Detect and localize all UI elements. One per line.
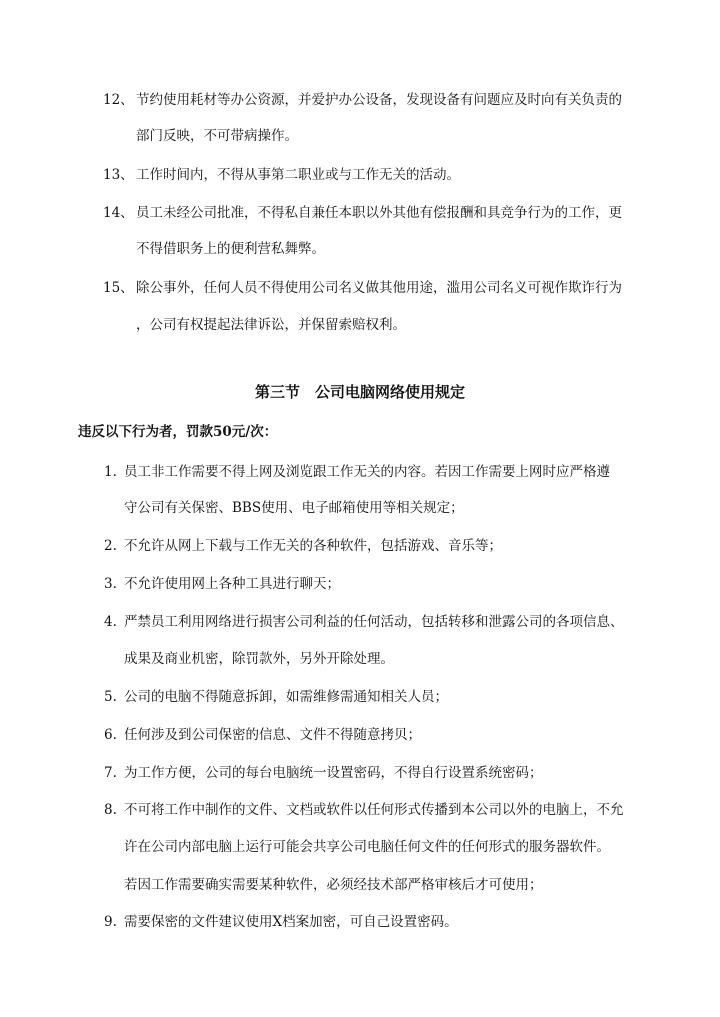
rule-item-1-cont — [0, 496, 720, 520]
rule-number: 12、 — [103, 92, 134, 108]
rule-item-8-cont — [0, 835, 720, 859]
rule-item-8-cont — [0, 873, 720, 897]
rule-item-3 — [0, 572, 720, 596]
rule-item-8 — [0, 798, 720, 822]
rule-text: 任何涉及到公司保密的信息、文件不得随意拷贝； — [124, 727, 421, 743]
rule-text: 部门反映，不可带病操作。 — [136, 128, 298, 144]
rule-item-4-cont — [0, 647, 720, 671]
rule-item-15 — [0, 276, 720, 300]
rule-number: 3. — [104, 576, 117, 592]
rule-item-13 — [0, 163, 720, 187]
rule-item-14 — [0, 201, 720, 225]
rule-text: 除公事外，任何人员不得使用公司名义做其他用途，滥用公司名义可视作欺诈行为 — [136, 280, 622, 296]
rule-number: 6. — [104, 727, 117, 743]
rule-text: 需要保密的文件建议使用X档案加密，可自己设置密码。 — [124, 914, 458, 930]
rule-number: 8. — [104, 802, 117, 818]
rule-item-15-cont — [0, 313, 720, 337]
rule-number: 5. — [104, 689, 117, 705]
rule-number: 7. — [104, 765, 117, 781]
rule-number: 1. — [104, 464, 117, 480]
rule-text: ，公司有权提起法律诉讼，并保留索赔权利。 — [136, 317, 406, 333]
rule-item-9 — [0, 910, 720, 934]
rule-number: 9. — [104, 914, 117, 930]
rule-item-4 — [0, 610, 720, 634]
rule-text: 不可将工作中制作的文件、文档或软件以任何形式传播到本公司以外的电脑上，不允 — [124, 802, 624, 818]
rule-number: 15、 — [103, 280, 134, 296]
rule-number: 4. — [104, 614, 117, 630]
rule-item-12-cont — [0, 124, 720, 148]
rule-item-14-cont — [0, 237, 720, 261]
rule-text: 成果及商业机密，除罚款外，另外开除处理。 — [124, 651, 394, 667]
section-subtitle: 违反以下行为者，罚款50元/次： — [78, 424, 278, 440]
rule-item-6 — [0, 723, 720, 747]
rule-text: 公司的电脑不得随意拆卸，如需维修需通知相关人员； — [124, 689, 448, 705]
rule-number: 2. — [104, 538, 117, 554]
rule-number: 14、 — [103, 205, 134, 221]
rule-text: 严禁员工利用网络进行损害公司利益的任何活动，包括转移和泄露公司的各项信息、 — [124, 614, 624, 630]
rule-text: 为工作方便，公司的每台电脑统一设置密码，不得自行设置系统密码； — [124, 765, 543, 781]
rule-item-12 — [0, 88, 720, 112]
rule-text: 节约使用耗材等办公资源，并爱护办公设备，发现设备有问题应及时向有关负责的 — [136, 92, 622, 108]
rule-item-2 — [0, 534, 720, 558]
rule-item-7 — [0, 761, 720, 785]
rule-text: 不得借职务上的便利营私舞弊。 — [136, 241, 325, 257]
rule-item-1 — [0, 460, 720, 484]
rule-text: 工作时间内，不得从事第二职业或与工作无关的活动。 — [136, 167, 460, 183]
rule-text: 员工非工作需要不得上网及浏览跟工作无关的内容。若因工作需要上网时应严格遵 — [124, 464, 610, 480]
rule-text: 若因工作需要确实需要某种软件，必须经技术部严格审核后才可使用； — [124, 877, 543, 893]
rule-text: 不允许使用网上各种工具进行聊天； — [124, 576, 340, 592]
rule-text: 员工未经公司批准，不得私自兼任本职以外其他有偿报酬和具竞争行为的工作，更 — [136, 205, 622, 221]
section-title: 第三节 公司电脑网络使用规定 — [254, 383, 465, 401]
rule-number: 13、 — [103, 167, 134, 183]
rule-item-5 — [0, 685, 720, 709]
rule-text: 守公司有关保密、BBS使用、电子邮箱使用等相关规定； — [124, 500, 464, 516]
rule-text: 不允许从网上下载与工作无关的各种软件，包括游戏、音乐等； — [124, 538, 502, 554]
rule-text: 许在公司内部电脑上运行可能会共享公司电脑任何文件的任何形式的服务器软件。 — [124, 839, 610, 855]
